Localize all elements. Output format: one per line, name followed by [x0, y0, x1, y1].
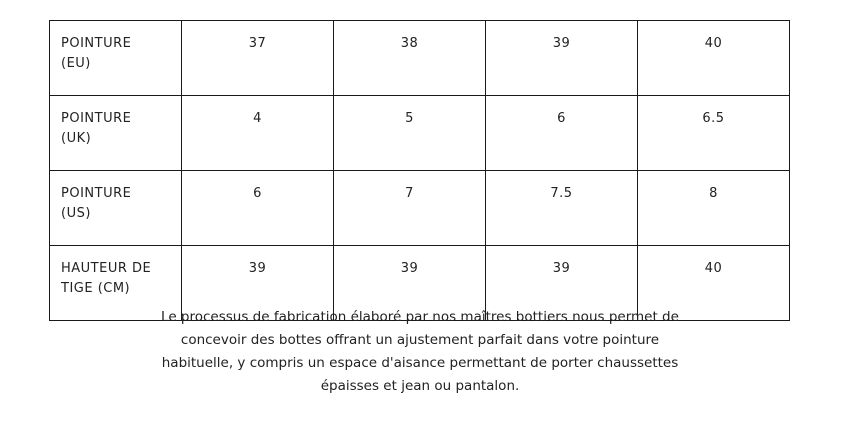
table-cell: 37: [182, 21, 334, 96]
table-row-uk: [50, 96, 790, 171]
row-label-line2: (EU): [61, 56, 91, 71]
table-cell: 8: [638, 171, 790, 246]
table-row-us: [50, 171, 790, 246]
fit-description: [120, 306, 720, 398]
table-cell: 7: [334, 171, 486, 246]
size-chart-table: [49, 20, 790, 321]
description-line: habituelle, y compris un espace d'aisance permettant de porter chaussettes: [161, 355, 679, 371]
table-cell: 39: [334, 246, 486, 321]
row-label-line2: TIGE (CM): [61, 281, 131, 296]
table-cell: 6: [486, 96, 638, 171]
table-cell: 5: [334, 96, 486, 171]
table-cell: 38: [334, 21, 486, 96]
table-cell: 6.5: [638, 96, 790, 171]
table-cell: 7.5: [486, 171, 638, 246]
row-label-line1: POINTURE: [61, 111, 132, 126]
row-label-line1: POINTURE: [61, 186, 132, 201]
description-line: épaisses et jean ou pantalon.: [320, 378, 520, 394]
row-label-eu: [50, 21, 182, 96]
table-cell: 39: [486, 246, 638, 321]
row-label-line1: POINTURE: [61, 36, 132, 51]
row-label-us: [50, 171, 182, 246]
row-label-uk: [50, 96, 182, 171]
row-label-line1: HAUTEUR DE: [61, 261, 152, 276]
table-cell: 4: [182, 96, 334, 171]
table-cell: 40: [638, 246, 790, 321]
table-cell: 6: [182, 171, 334, 246]
table-cell: 39: [486, 21, 638, 96]
table-cell: 39: [182, 246, 334, 321]
row-label-line2: (UK): [61, 131, 92, 146]
table-cell: 40: [638, 21, 790, 96]
table-row-eu: [50, 21, 790, 96]
row-label-line2: (US): [61, 206, 91, 221]
description-line: Le processus de fabrication élaboré par nos maîtres bottiers nous permet de: [161, 309, 679, 325]
description-line: concevoir des bottes offrant un ajustement parfait dans votre pointure: [180, 332, 660, 348]
